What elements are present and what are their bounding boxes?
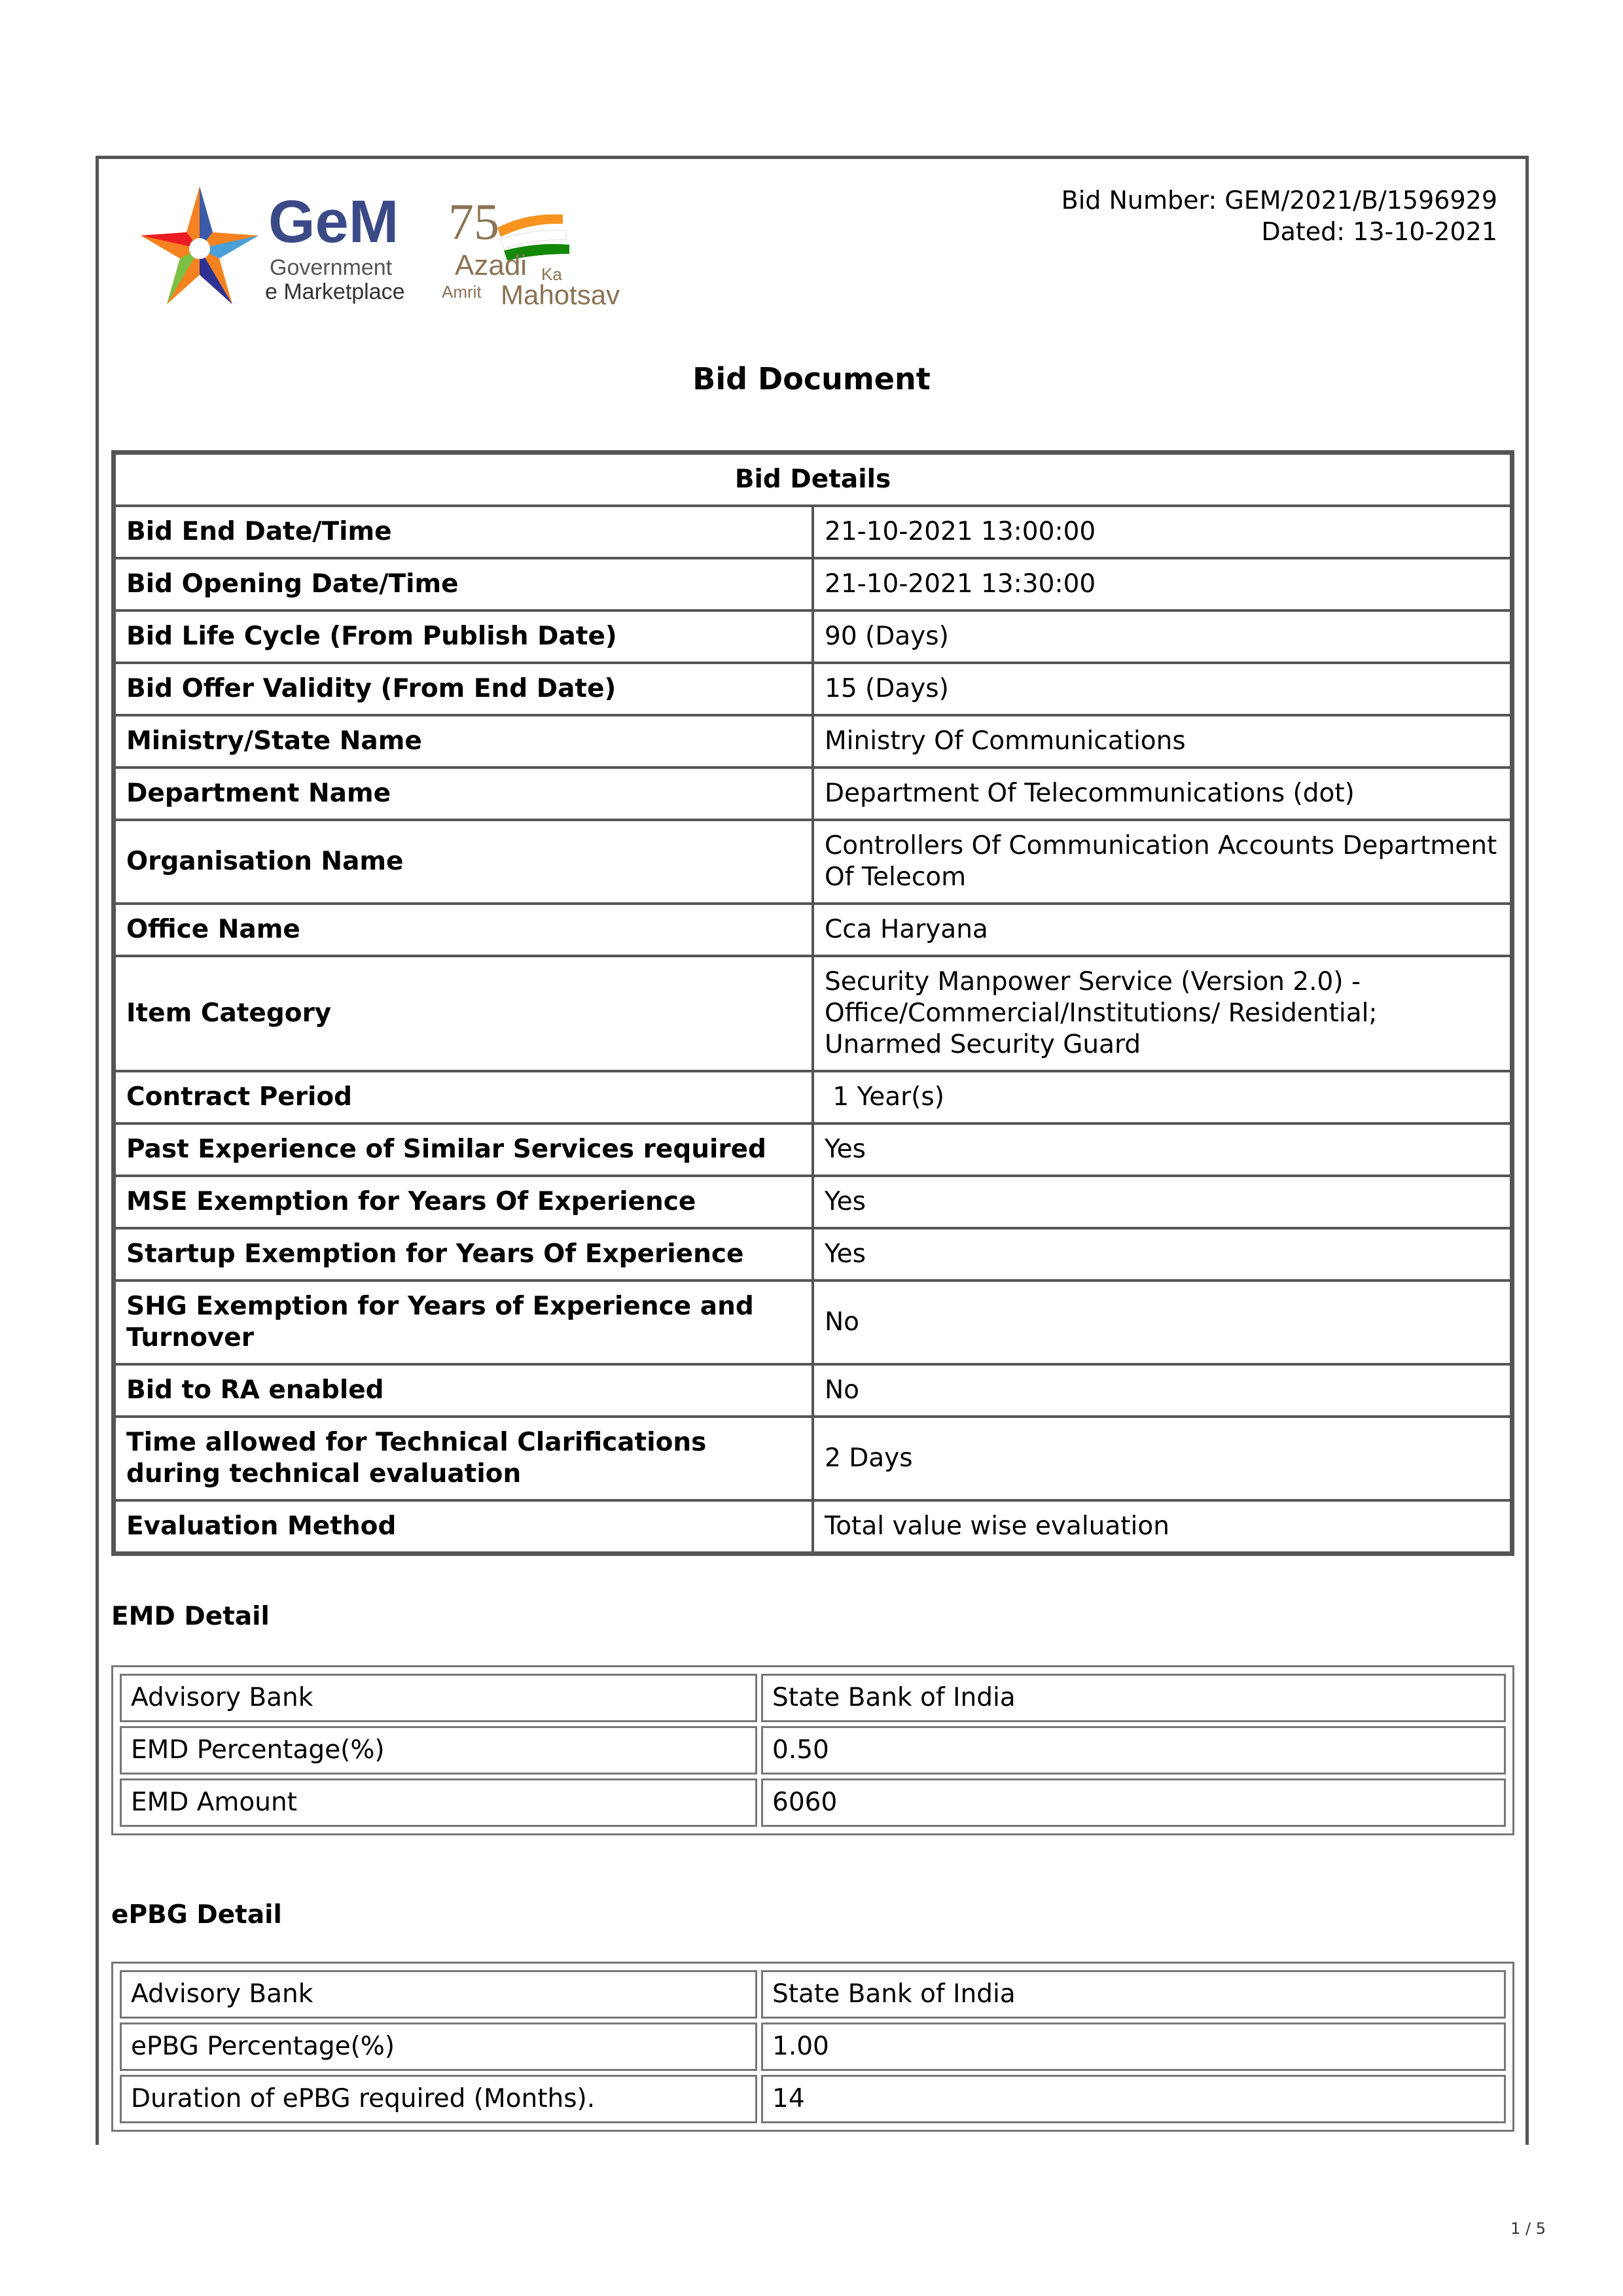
table-row: [115, 1071, 1511, 1123]
row-value: 90 (Days): [813, 610, 1511, 663]
bid-details-caption-row: [115, 453, 1511, 506]
table-row: [115, 904, 1511, 956]
row-value: 21-10-2021 13:30:00: [813, 558, 1511, 610]
row-label: Organisation Name: [115, 820, 813, 904]
table-row: [120, 1726, 1506, 1775]
row-value: Cca Haryana: [813, 904, 1511, 956]
svg-text:Government: Government: [270, 255, 393, 280]
table-row: [115, 1123, 1511, 1176]
row-value: 6060: [761, 1778, 1506, 1827]
row-label: Item Category: [115, 956, 813, 1071]
row-value: Security Manpower Service (Version 2.0) - Office/Commercial/Institutions/ Residential; Unarmed Security Guard: [813, 956, 1511, 1071]
row-label: Advisory Bank: [120, 1674, 757, 1722]
svg-text:Ka: Ka: [541, 264, 562, 284]
table-row: [120, 1674, 1506, 1722]
row-value: Controllers Of Communication Accounts Department Of Telecom: [813, 820, 1511, 904]
row-value: 15 (Days): [813, 663, 1511, 715]
bid-number: Bid Number: GEM/2021/B/1596929: [1061, 186, 1497, 215]
azadi-ka-amrit-mahotsav-logo: [442, 193, 620, 310]
table-row: [115, 956, 1511, 1071]
row-value: State Bank of India: [761, 1970, 1506, 2019]
table-row: [120, 2022, 1506, 2071]
row-label: ePBG Percentage(%): [120, 2022, 757, 2071]
table-row: [115, 1364, 1511, 1417]
row-value: Yes: [813, 1176, 1511, 1228]
row-label: Duration of ePBG required (Months).: [120, 2075, 757, 2123]
svg-text:75: 75: [448, 193, 499, 250]
svg-text:GeM: GeM: [268, 188, 399, 255]
row-label: Advisory Bank: [120, 1970, 757, 2019]
table-row: [115, 558, 1511, 610]
row-label: EMD Percentage(%): [120, 1726, 757, 1775]
row-label: Office Name: [115, 904, 813, 956]
row-label: Startup Exemption for Years Of Experience: [115, 1228, 813, 1280]
row-label: Bid to RA enabled: [115, 1364, 813, 1417]
row-label: EMD Amount: [120, 1778, 757, 1827]
svg-text:Amrit: Amrit: [442, 282, 482, 302]
table-row: [115, 610, 1511, 663]
row-label: Bid Offer Validity (From End Date): [115, 663, 813, 715]
emd-detail-table: [111, 1665, 1514, 1835]
row-label: Department Name: [115, 768, 813, 820]
row-value: 1 Year(s): [813, 1071, 1511, 1123]
table-row: [120, 1970, 1506, 2019]
table-row: [115, 1417, 1511, 1500]
row-label: Ministry/State Name: [115, 715, 813, 768]
row-value: State Bank of India: [761, 1674, 1506, 1722]
bid-header-info: [1061, 185, 1497, 247]
table-row: [115, 1280, 1511, 1364]
bid-details-table: [111, 450, 1514, 1556]
svg-text:Azadi: Azadi: [455, 249, 527, 281]
row-value: No: [813, 1280, 1511, 1364]
row-label: MSE Exemption for Years Of Experience: [115, 1176, 813, 1228]
gem-star-icon: [141, 186, 259, 304]
table-row: [115, 768, 1511, 820]
row-value: Yes: [813, 1228, 1511, 1280]
row-value: 21-10-2021 13:00:00: [813, 506, 1511, 558]
row-label: SHG Exemption for Years of Experience and Turnover: [115, 1280, 813, 1364]
row-label: Contract Period: [115, 1071, 813, 1123]
bid-details-caption: Bid Details: [115, 453, 1511, 506]
document-title: Bid Document: [692, 361, 931, 397]
table-row: [120, 1778, 1506, 1827]
table-row: [115, 1228, 1511, 1280]
table-row: [115, 506, 1511, 558]
svg-text:Mahotsav: Mahotsav: [501, 279, 620, 310]
epbg-detail-table: [111, 1962, 1514, 2132]
table-row: [115, 715, 1511, 768]
row-value: 2 Days: [813, 1417, 1511, 1500]
row-value: Ministry Of Communications: [813, 715, 1511, 768]
svg-text:e Marketplace: e Marketplace: [265, 279, 405, 304]
bid-dated: Dated: 13-10-2021: [1261, 217, 1497, 246]
row-label: Past Experience of Similar Services required: [115, 1123, 813, 1176]
gem-azadi-logo: [134, 177, 677, 321]
epbg-detail-heading: ePBG Detail: [111, 1900, 282, 1930]
row-label: Time allowed for Technical Clarifications during technical evaluation: [115, 1417, 813, 1500]
row-label: Bid End Date/Time: [115, 506, 813, 558]
page-number: 1 / 5: [1510, 2219, 1546, 2238]
row-label: Evaluation Method: [115, 1500, 813, 1553]
table-row: [120, 2075, 1506, 2123]
row-value: Department Of Telecommunications (dot): [813, 768, 1511, 820]
row-value: 14: [761, 2075, 1506, 2123]
row-value: 1.00: [761, 2022, 1506, 2071]
row-value: 0.50: [761, 1726, 1506, 1775]
emd-detail-heading: EMD Detail: [111, 1602, 270, 1631]
table-row: [115, 1176, 1511, 1228]
row-value: No: [813, 1364, 1511, 1417]
row-value: Total value wise evaluation: [813, 1500, 1511, 1553]
row-label: Bid Opening Date/Time: [115, 558, 813, 610]
table-row: [115, 820, 1511, 904]
table-row: [115, 663, 1511, 715]
table-row: [115, 1500, 1511, 1553]
row-value: Yes: [813, 1123, 1511, 1176]
row-label: Bid Life Cycle (From Publish Date): [115, 610, 813, 663]
